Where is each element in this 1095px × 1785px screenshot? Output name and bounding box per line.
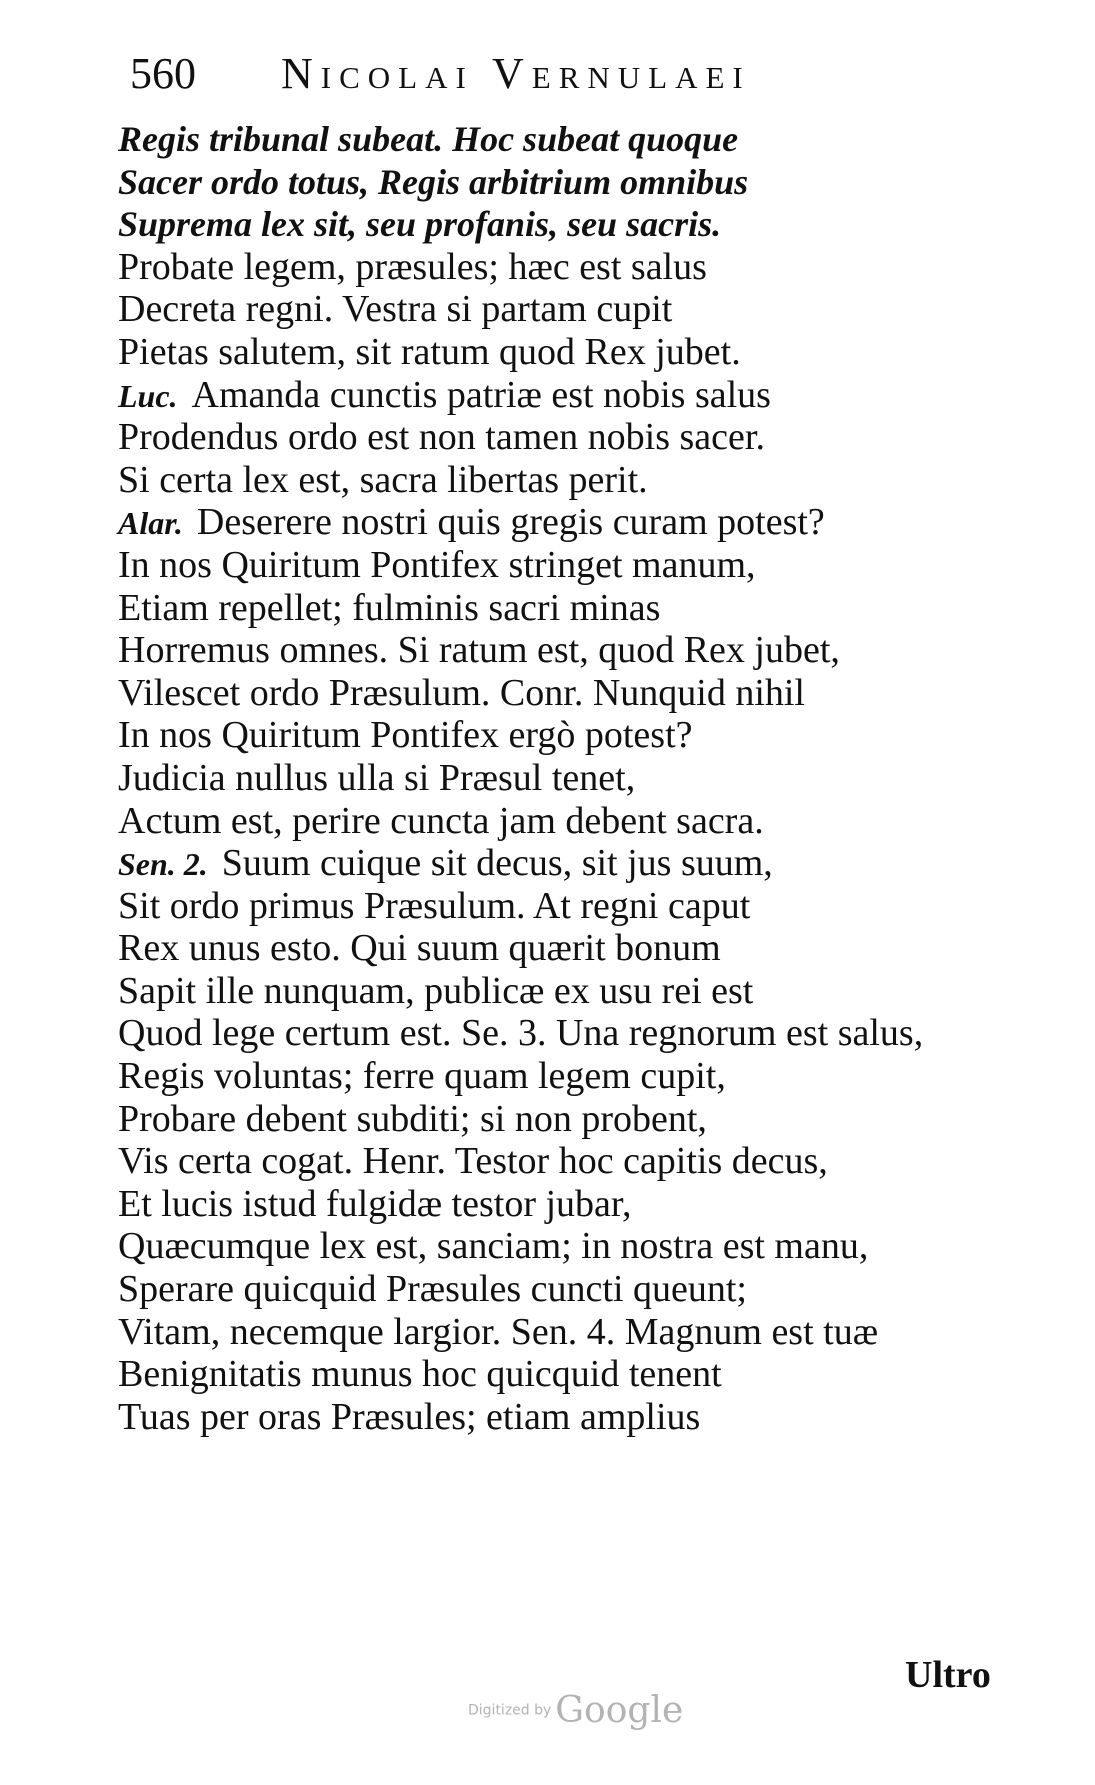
verse-line-text: Deserere nostri quis gregis curam potest? (196, 501, 825, 544)
speaker-label: Luc. (118, 377, 178, 414)
verse-line (118, 1140, 1038, 1183)
verse-line (118, 331, 1038, 374)
verse-line (118, 629, 1038, 672)
verse-line (118, 161, 1038, 204)
verse-line (118, 1183, 1038, 1226)
verse-line (118, 1353, 1038, 1396)
verse-line-text: Regis voluntas; ferre quam legem cupit, (118, 1055, 726, 1098)
verse-line-text: Quæcumque lex est, sanciam; in nostra est manu, (118, 1225, 869, 1268)
verse-line (118, 1055, 1038, 1098)
running-head: Nicolai Vernulaei (281, 49, 751, 98)
verse-line-text: Sperare quicquid Præsules cuncti queunt; (118, 1268, 747, 1311)
verse-line-text: Etiam repellet; fulminis sacri minas (118, 586, 661, 629)
verse-line-text: Si certa lex est, sacra libertas perit. (118, 458, 648, 501)
verse-line-text: Rex unus esto. Qui suum quærit bonum (118, 927, 721, 970)
verse-line (118, 1396, 1038, 1439)
verse-line (118, 1225, 1038, 1268)
verse-line (118, 714, 1038, 757)
digitized-by-label: Digitized by (468, 1702, 552, 1719)
verse-line-text: In nos Quiritum Pontifex stringet manum, (118, 543, 756, 586)
speaker-label: Sen. 2. (118, 846, 208, 883)
verse-text (118, 118, 1038, 1438)
verse-line-text: Horremus omnes. Si ratum est, quod Rex jubet, (118, 629, 840, 672)
verse-line (118, 118, 1038, 161)
verse-line-text: Sit ordo primus Præsulum. At regni caput (118, 884, 751, 927)
verse-line-text: Probare debent subditi; si non probent, (118, 1097, 707, 1140)
verse-line (118, 970, 1038, 1013)
verse-line-text: Tuas per oras Præsules; etiam amplius (118, 1395, 701, 1438)
verse-line-text: Amanda cunctis patriæ est nobis salus (191, 373, 771, 416)
verse-line-text: Benignitatis munus hoc quicquid tenent (118, 1353, 722, 1396)
verse-line (118, 459, 1038, 502)
verse-line-text: Decreta regni. Vestra si partam cupit (118, 288, 673, 331)
google-logo: Google (555, 1690, 684, 1731)
verse-line (118, 842, 1038, 885)
verse-line-text: Vis certa cogat. Henr. Testor hoc capitis decus, (118, 1140, 828, 1183)
verse-line-text: Vilescet ordo Præsulum. Conr. Nunquid nihil (118, 671, 805, 714)
verse-line-text: Judicia nullus ulla si Præsul tenet, (118, 756, 636, 799)
verse-line (118, 288, 1038, 331)
verse-line (118, 1098, 1038, 1141)
verse-line-text: Pietas salutem, sit ratum quod Rex jubet. (118, 330, 741, 373)
page-header (130, 44, 890, 104)
verse-line (118, 1012, 1038, 1055)
verse-line-text: Quod lege certum est. Se. 3. Una regnorum est salus, (118, 1012, 924, 1055)
verse-line (118, 672, 1038, 715)
verse-line (118, 927, 1038, 970)
verse-line (118, 1268, 1038, 1311)
verse-line-text: Probate legem, præsules; hæc est salus (118, 245, 707, 288)
verse-line-text: Prodendus ordo est non tamen nobis sacer. (118, 416, 765, 459)
verse-line-text: Suum cuique sit decus, sit jus suum, (221, 842, 773, 885)
verse-line-text: Vitam, necemque largior. Sen. 4. Magnum est tuæ (118, 1310, 879, 1353)
verse-line-text: Sapit ille nunquam, publicæ ex usu rei est (118, 969, 754, 1012)
verse-line (118, 501, 1038, 544)
verse-line (118, 757, 1038, 800)
verse-line (118, 416, 1038, 459)
verse-line (118, 800, 1038, 843)
catchword: Ultro (905, 1654, 991, 1696)
speaker-label: Alar. (118, 505, 183, 542)
page-number: 560 (130, 49, 196, 98)
verse-line (118, 374, 1038, 417)
verse-line-text: In nos Quiritum Pontifex ergò potest? (118, 714, 693, 757)
verse-line (118, 203, 1038, 246)
verse-line (118, 544, 1038, 587)
verse-line-text: Actum est, perire cuncta jam debent sacra. (118, 799, 764, 842)
verse-line (118, 885, 1038, 928)
verse-line (118, 587, 1038, 630)
digitization-watermark (468, 1690, 708, 1740)
verse-line-text: Suprema lex sit, seu profanis, seu sacris. (118, 204, 722, 245)
verse-line-text: Sacer ordo totus, Regis arbitrium omnibus (118, 161, 749, 202)
verse-line-text: Et lucis istud fulgidæ testor jubar, (118, 1182, 632, 1225)
verse-line (118, 246, 1038, 289)
verse-line (118, 1311, 1038, 1354)
verse-line-text: Regis tribunal subeat. Hoc subeat quoque (118, 119, 739, 159)
